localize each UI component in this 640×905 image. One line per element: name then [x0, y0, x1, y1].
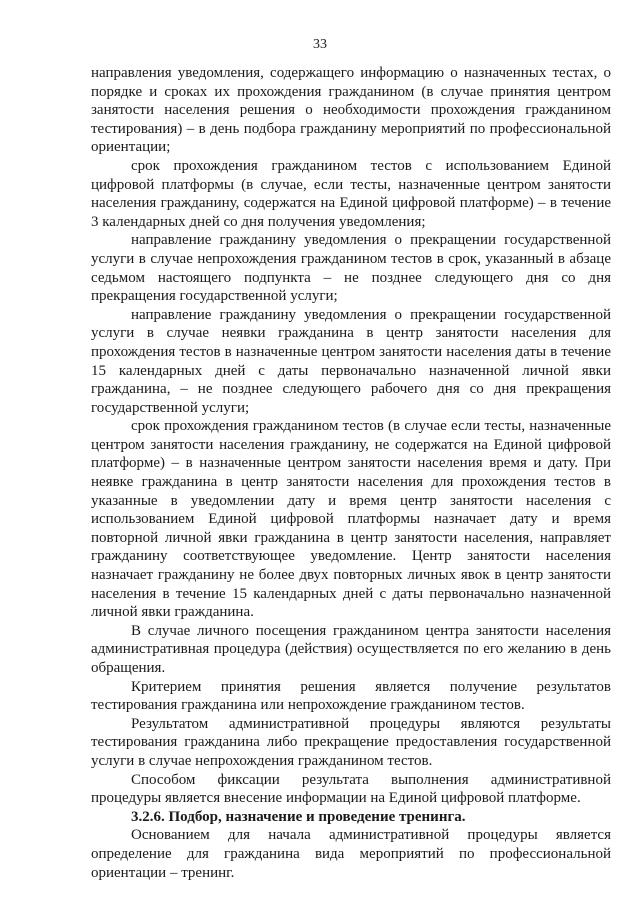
- paragraph-procedure-result: Результатом административной процедуры являются результаты тестирования гражданина либо прекращение предоставления государственной услуги в случае непрохождения гражданином тестов.: [91, 715, 611, 769]
- paragraph-test-deadline-offline: срок прохождения гражданином тестов (в случае если тесты, назначенные центром занятости населения гражданину, не содержатся на Единой цифровой платформе) – в назначенные центром занятости населения время и дату. При неявке гражданина в центр занятости населения для прохождения тестов в указанные в уведомлении дату и время центр занятости населения с использованием Единой цифровой платформы назначает дату и время повторной личной явки гражданина в центр занятости населения, направляет гражданину соответствующее уведомление. Центр занятости населения назначает гражданину не более двух повторных личных явок в центр занятости населения в течение 15 календарных дней с даты первоначально назначенной личной явки гражданина.: [91, 418, 611, 621]
- page-number: 33: [313, 37, 327, 52]
- paragraph-fixation-method: Способом фиксации результата выполнения административной процедуры является внесение информации на Единой цифровой платформе.: [91, 771, 611, 807]
- paragraph-personal-visit: В случае личного посещения гражданином центра занятости населения административная процедура (действия) осуществляется по его желанию в день обращения.: [91, 622, 611, 676]
- paragraph-notification-direction: направления уведомления, содержащего информацию о назначенных тестах, о порядке и сроках их прохождения гражданином (в случае принятия центром занятости населения решения о необходимости прохождения гражданином тестирования) – в день подбора гражданину мероприятий по профессиональной ориентации;: [91, 65, 611, 156]
- paragraph-training-basis: Основанием для начала административной процедуры является определение для гражданина вида мероприятий по профессиональной ориентации – тренинг.: [91, 827, 611, 881]
- document-body: [91, 64, 611, 882]
- paragraph-termination-noshow: направление гражданину уведомления о прекращении государственной услуги в случае неявки гражданина в центр занятости населения для прохождения тестов в назначенные центром занятости населения даты в течение 15 календарных дней с даты первоначально назначенной личной явки гражданина, – не позднее следующего рабочего дня со дня прекращения государственной услуги;: [91, 306, 611, 416]
- paragraph-decision-criterion: Критерием принятия решения является получение результатов тестирования гражданина или непрохождение гражданином тестов.: [91, 678, 611, 714]
- section-heading-3-2-6: 3.2.6. Подбор, назначение и проведение тренинга.: [131, 808, 466, 825]
- paragraph-test-deadline-digital: срок прохождения гражданином тестов с использованием Единой цифровой платформы (в случае, если тесты, назначенные центром занятости населения гражданину, содержатся на Единой цифровой платформе) – в течение 3 календарных дней со дня получения уведомления;: [91, 157, 611, 230]
- paragraph-termination-nonpass: направление гражданину уведомления о прекращении государственной услуги в случае непрохождения гражданином тестов в срок, указанный в абзаце седьмом настоящего подпункта – не позднее следующего дня со дня прекращения государственной услуги;: [91, 232, 611, 305]
